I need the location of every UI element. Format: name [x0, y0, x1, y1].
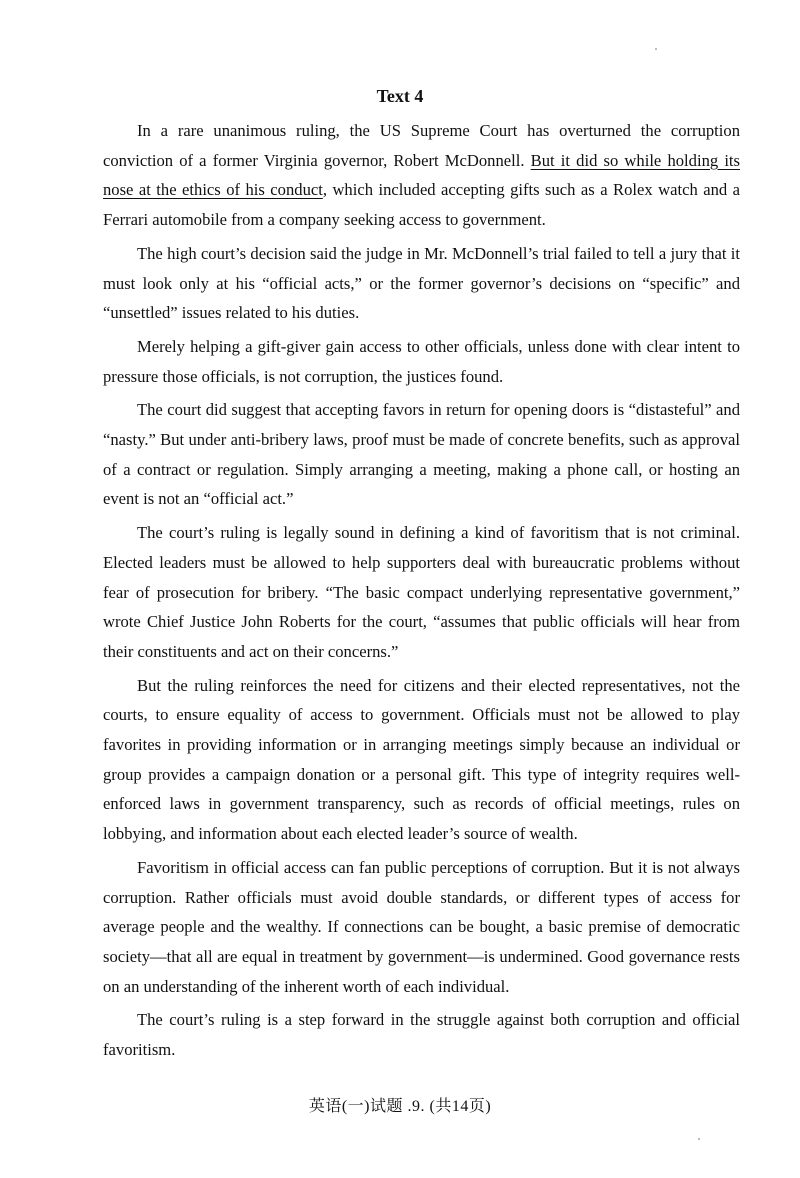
scan-speck — [698, 1138, 700, 1140]
paragraph-4: The court did suggest that accepting favors in return for opening doors is “distasteful” and “nasty.” But under anti-bribery laws, proof must be made of concrete benefits, such as approval of a contract or regulation. Simply arranging a meeting, making a phone call, or hosting an event is not an “official act.” — [103, 400, 740, 509]
paragraph-1 — [103, 116, 740, 235]
paragraph-3: Merely helping a gift-giver gain access to other officials, unless done with clear intent to pressure those officials, is not corruption, the justices found. — [103, 336, 740, 386]
scan-speck — [655, 48, 657, 50]
paragraph-8: The court’s ruling is a step forward in the struggle against both corruption and official favoritism. — [103, 1010, 740, 1060]
paragraph-1-end: , which included accepting gifts such as a Rolex watch and a Ferrari automobile from a company seeking access to government. — [103, 180, 740, 230]
page-footer: 英语(一)试题 .9. (共14页) — [308, 1098, 492, 1115]
paragraph-6: But the ruling reinforces the need for citizens and their elected representatives, not the courts, to ensure equality of access to government. Officials must not be allowed to play favorites in providing information or in arranging meetings simply because an individual or group provides a campaign donation or a personal gift. This type of integrity requires well-enforced laws in government transparency, such as records of official meetings, rules on lobbying, and information about each elected leader’s source of wealth. — [103, 675, 740, 844]
paragraph-5: The court’s ruling is legally sound in defining a kind of favoritism that is not criminal. Elected leaders must be allowed to help supporters deal with bureaucratic problems without fear of prosecution for bribery. “The basic compact underlying representative government,” wrote Chief Justice John Roberts for the court, “assumes that public officials will hear from their constituents and act on their concerns.” — [103, 523, 740, 661]
text-title: Text 4 — [376, 86, 424, 106]
underlined-sentence: But it did so while holding its nose at the ethics of his conduct — [103, 150, 741, 200]
paragraph-1-start: In a rare unanimous ruling, the US Supreme Court has overturned the corruption conviction of a former Virginia governor, Robert McDonnell. — [103, 121, 740, 170]
article-body — [103, 116, 740, 1069]
paragraph-2: The high court’s decision said the judge in Mr. McDonnell’s trial failed to tell a jury that it must look only at his “official acts,” or the former governor’s decisions on “specific” and “unsettled” issues related to his duties. — [103, 243, 740, 323]
paragraph-7: Favoritism in official access can fan public perceptions of corruption. But it is not always corruption. Rather officials must avoid double standards, or different types of access for average people and the wealthy. If connections can be bought, a basic premise of democratic society—that all are equal in treatment by government—is undermined. Good governance rests on an understanding of the inherent worth of each individual. — [103, 857, 740, 996]
